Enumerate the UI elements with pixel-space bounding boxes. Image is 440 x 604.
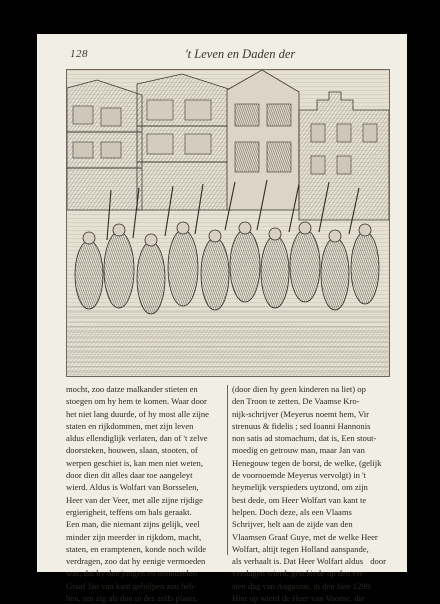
text-line: Vlaamsen Graaf Guye, met de welke Heer <box>232 531 378 542</box>
catchword: door <box>370 556 386 566</box>
text-line: minder zijn meerder in rijkdom, macht, <box>66 531 202 542</box>
text-line: door dien dit alles daar toe aangeleyt <box>66 470 193 481</box>
foreground-shadow <box>67 322 389 376</box>
page-number: 128 <box>70 48 88 60</box>
text-line: best dede, om Heer Wolfart van kant te <box>232 494 367 505</box>
text-line: sten dag van Augustus, in den Jare 1299. <box>232 580 373 591</box>
text-line: strenuus & fidelis ; sed Ioanni Hannonis <box>232 420 371 431</box>
text-line: (door dien hy geen kinderen na liet) op <box>232 384 366 394</box>
text-line: doorsteken, houwen, slaan, stooten, of <box>66 445 198 456</box>
text-line: Schrijver, helt aan de zijde van den <box>232 519 353 530</box>
text-line: verslagen wierd, geschiede op den eer- <box>232 568 366 579</box>
text-line: wierd. Aldus is Wolfart van Borsselen, <box>66 482 199 493</box>
text-line: het niet lang duurde, of hy most alle zijne <box>66 408 209 419</box>
text-line: Henegouw tegen de borst, de welke, (gelijk <box>232 457 382 468</box>
text-line: non satis ad stomachum, dat is, Een stout- <box>232 433 377 444</box>
text-line: verdragen, zoo dat hy eenige vermoeden <box>66 556 206 567</box>
engraving-illustration <box>66 69 390 377</box>
text-body <box>66 383 388 604</box>
middle-house <box>137 74 232 210</box>
left-timbered-house <box>67 80 142 210</box>
book-page <box>37 34 407 604</box>
text-line: Een man, die niemant zijns gelijk, veel <box>66 519 200 530</box>
text-line: Wolfart, altijt tegen Holland aanspande, <box>232 543 369 554</box>
text-line: staten en rijkdommen, met zijn leven <box>66 420 194 431</box>
text-line: werpen geschiet is, kan men niet weten, <box>66 457 203 468</box>
text-line: Graaf Jan van kant geholpen zou heb- <box>66 580 197 591</box>
text-line: den Troon te zetten. De Vaamse Kro- <box>232 396 360 407</box>
text-line: ben, om zig als dan in des zelfs plaats, <box>66 593 198 604</box>
text-line: de voornoemde Meyerus vervolgt) in 't <box>232 470 367 481</box>
left-text-column <box>66 383 222 604</box>
text-line: heymelijk verspieders uytzond, om zijn <box>232 482 368 493</box>
central-gabled-house <box>227 70 299 210</box>
right-stepped-gable-houses <box>299 92 389 220</box>
text-line: staten, en eramptenen, konde noch wilde <box>66 543 207 554</box>
page-header <box>37 48 407 64</box>
text-line: nijk-schrijver (Meyerus noemt hem, Vir <box>232 408 370 419</box>
text-line: mocht, zoo datze malkander stieten en <box>66 384 198 394</box>
text-line: moedig en getrouw man, maar Jan van <box>232 445 365 456</box>
running-title: 't Leven en Daden der <box>185 47 296 61</box>
right-text-column <box>232 383 388 604</box>
text-line: aldus ellendiglijk verlaten, dan of 't zelve <box>66 433 208 444</box>
text-line: was, dat hy den jongen en onnoozelen <box>66 568 198 579</box>
text-line: ergierigheit, teffens om hals geraakt. <box>66 506 192 517</box>
text-line: helpen. Doch deze, als een Vlaams <box>232 506 352 517</box>
text-line: stoegen om hy hem te komen. Waar door <box>66 396 207 407</box>
column-divider <box>227 385 228 555</box>
text-line: als verhaalt is. Dat Heer Wolfart aldus <box>232 556 364 567</box>
text-line: Heer van der Veer, met alle zijne rijdige <box>66 494 203 505</box>
engraving-image <box>67 70 389 376</box>
text-line: Hier op wierd de Heer van Voorne, die <box>232 593 365 604</box>
